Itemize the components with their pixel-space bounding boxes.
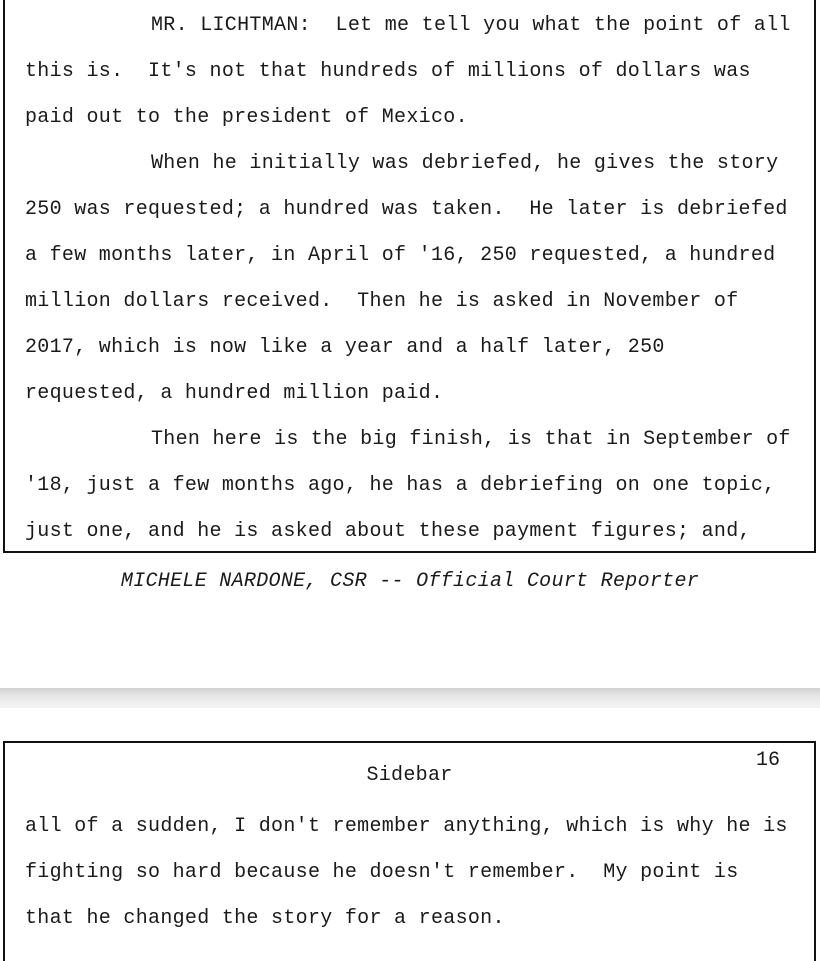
transcript-page-top (3, 0, 816, 553)
transcript-line: requested, a hundred million paid. (25, 382, 444, 405)
transcript-line: paid out to the president of Mexico. (25, 106, 468, 129)
transcript-line: just one, and he is asked about these payment figures; and, (25, 520, 751, 543)
transcript-line: million dollars received. Then he is asked in November of (25, 290, 739, 313)
page-separator (0, 688, 820, 708)
transcript-line: this is. It's not that hundreds of millions of dollars was (25, 60, 751, 83)
transcript-line: 2017, which is now like a year and a half later, 250 (25, 336, 665, 359)
transcript-line: that he changed the story for a reason. (25, 907, 505, 930)
transcript-line: a few months later, in April of '16, 250 requested, a hundred (25, 244, 776, 267)
transcript-line: '18, just a few months ago, he has a debriefing on one topic, (25, 474, 776, 497)
transcript-line: all of a sudden, I don't remember anything, which is why he is (25, 815, 788, 838)
transcript-line: 250 was requested; a hundred was taken. He later is debriefed (25, 198, 788, 221)
page-header: Sidebar (366, 764, 453, 787)
transcript-line: MR. LICHTMAN: Let me tell you what the point of all (151, 14, 791, 37)
page-number: 16 (755, 749, 780, 772)
transcript-line: When he initially was debriefed, he gives the story (151, 152, 779, 175)
transcript-line: Then here is the big finish, is that in September of (151, 428, 791, 451)
transcript-line: fighting so hard because he doesn't remember. My point is (25, 861, 739, 884)
court-reporter-footer: MICHELE NARDONE, CSR -- Official Court Reporter (120, 570, 700, 593)
transcript-page-bottom (3, 741, 816, 961)
